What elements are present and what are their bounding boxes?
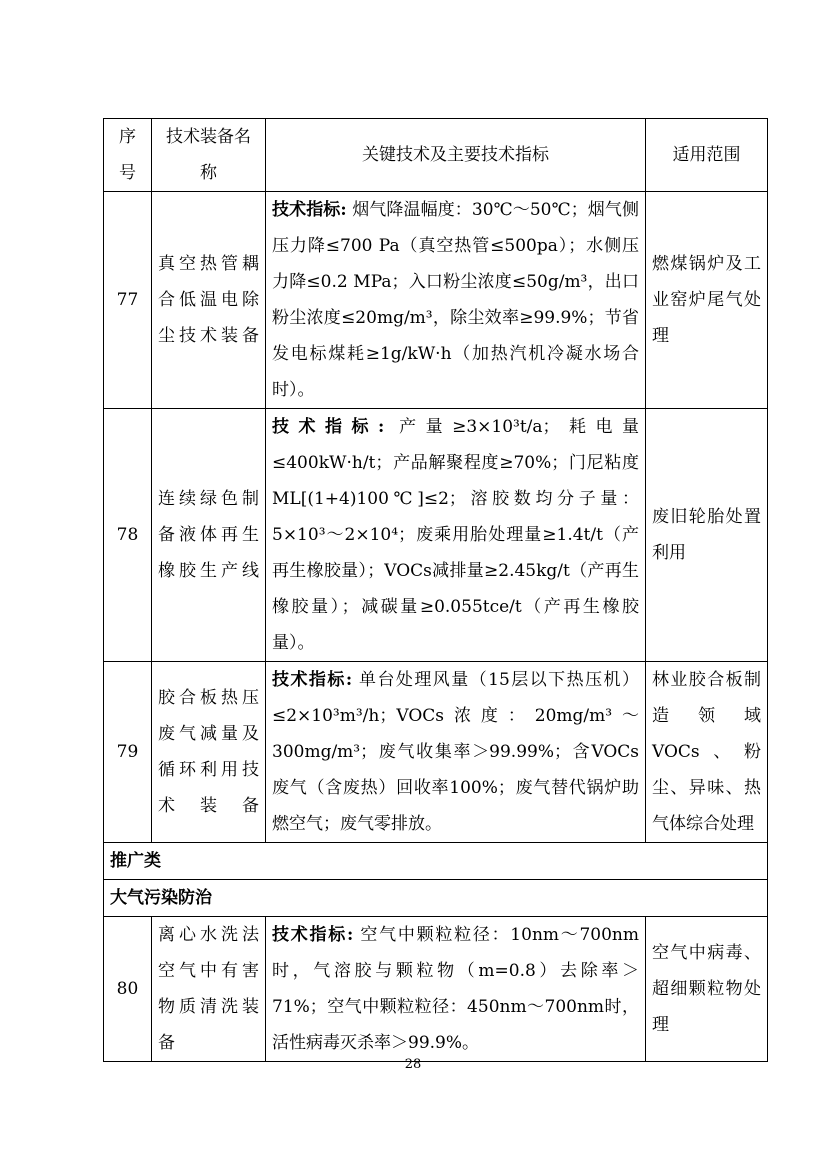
- row-number: 80: [104, 917, 152, 1062]
- table-row: [104, 662, 768, 843]
- key-tech-indicators: [266, 192, 646, 409]
- header-seq: 序号: [104, 119, 152, 192]
- tech-equipment-table: [103, 118, 768, 1062]
- table-row: [104, 917, 768, 1062]
- indicator-label: 技术指标:: [272, 200, 347, 220]
- section-heading-promote: 推广类: [104, 843, 768, 880]
- indicator-text: 产量≥3×10³t/a；耗电量≤400kW·h/t；产品解聚程度≥70%；门尼粘度ML[(1+4)100℃]≤2；溶胶数均分子量：5×10³～2×10⁴；废乘用胎处理量≥1.4t/t（产再生橡胶量）；VOCs减排量≥2.45kg/t（产再生橡胶量）；减碳量≥0.055tce/t（产再生橡胶量）。: [272, 417, 639, 653]
- equipment-name: 真空热管耦合低温电除尘技术装备: [152, 192, 266, 409]
- scope-of-application: 空气中病毒、超细颗粒物处理: [646, 917, 768, 1062]
- table-row: [104, 192, 768, 409]
- indicator-label: 技术指标:: [272, 670, 353, 690]
- table-row: [104, 409, 768, 662]
- section-row: [104, 880, 768, 917]
- indicator-text: 空气中颗粒粒径：10nm～700nm时，气溶胶与颗粒物（m=0.8）去除率＞71%；空气中颗粒粒径：450nm～700nm时，活性病毒灭杀率＞99.9%。: [272, 925, 640, 1053]
- section-row: [104, 843, 768, 880]
- indicator-text: 烟气降温幅度：30℃～50℃；烟气侧压力降≤700 Pa（真空热管≤500pa）；水侧压力降≤0.2 MPa；入口粉尘浓度≤50g/m³，出口粉尘浓度≤20mg/m³，除尘效率≥99.9%；节省发电标煤耗≥1g/kW·h（加热汽机冷凝水场合时）。: [272, 200, 640, 400]
- header-scope: 适用范围: [646, 119, 768, 192]
- page-number: 28: [404, 1057, 422, 1072]
- section-heading-air-pollution: 大气污染防治: [104, 880, 768, 917]
- indicator-label: 技术指标:: [272, 925, 354, 945]
- table-header-row: [104, 119, 768, 192]
- scope-of-application: 废旧轮胎处置利用: [646, 409, 768, 662]
- header-name: 技术装备名称: [152, 119, 266, 192]
- scope-of-application: 燃煤锅炉及工业窑炉尾气处理: [646, 192, 768, 409]
- row-number: 79: [104, 662, 152, 843]
- equipment-name: 胶合板热压废气减量及循环利用技术装备: [152, 662, 266, 843]
- scope-of-application: 林业胶合板制造领域VOCs、粉尘、异味、热气体综合处理: [646, 662, 768, 843]
- indicator-label: 技术指标:: [272, 417, 385, 437]
- indicator-text: 单台处理风量（15层以下热压机）≤2×10³m³/h；VOCs浓度：20mg/m³～300mg/m³；废气收集率＞99.99%；含VOCs废气（含废热）回收率100%；废气替代锅炉助燃空气；废气零排放。: [272, 670, 640, 834]
- row-number: 77: [104, 192, 152, 409]
- key-tech-indicators: [266, 917, 646, 1062]
- row-number: 78: [104, 409, 152, 662]
- equipment-name: 离心水洗法空气中有害物质清洗装备: [152, 917, 266, 1062]
- equipment-name: 连续绿色制备液体再生橡胶生产线: [152, 409, 266, 662]
- key-tech-indicators: [266, 409, 646, 662]
- header-key-tech: 关键技术及主要技术指标: [266, 119, 646, 192]
- key-tech-indicators: [266, 662, 646, 843]
